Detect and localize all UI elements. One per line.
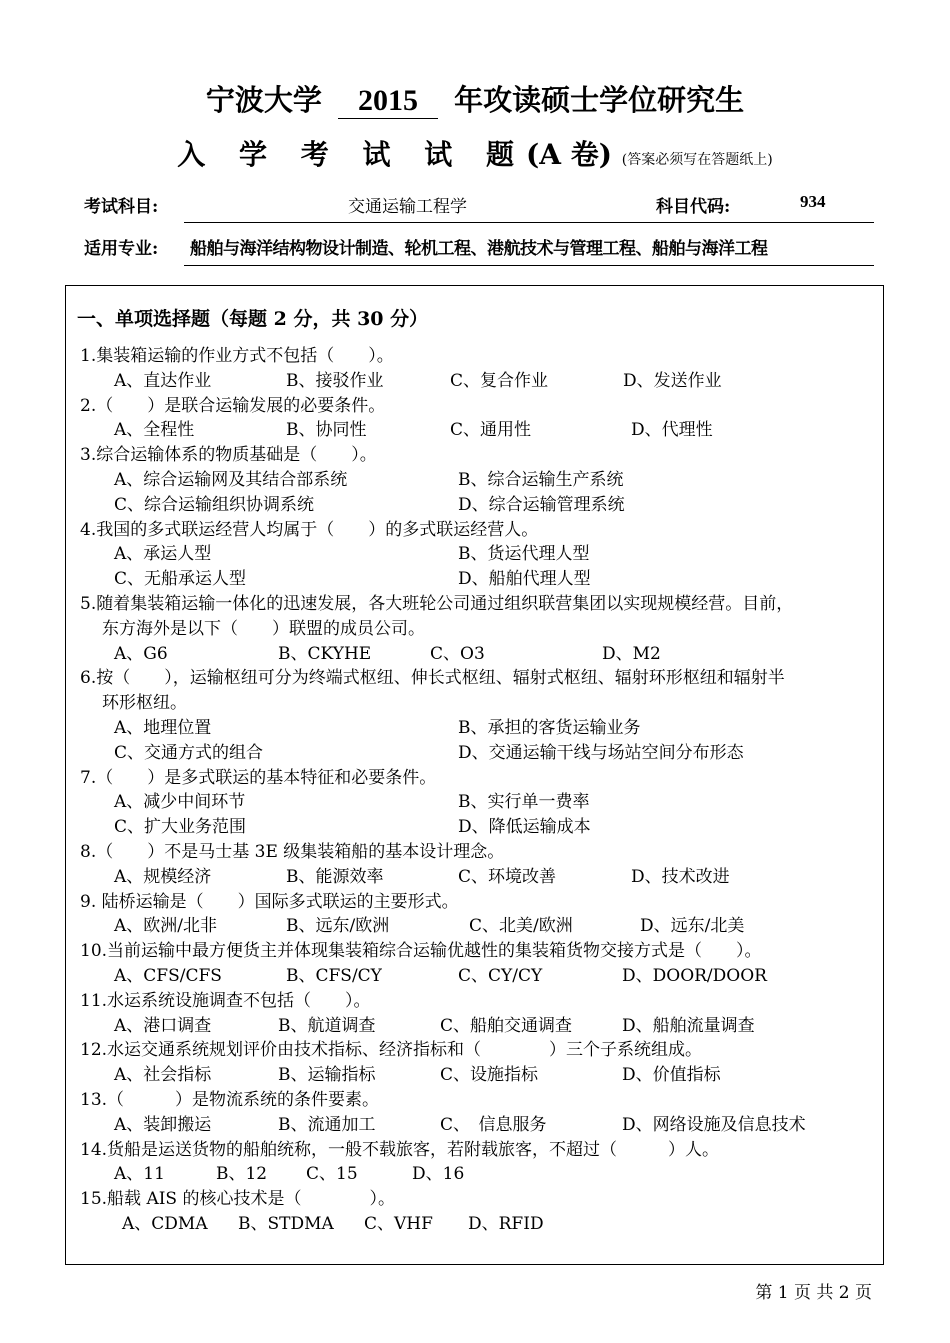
question-9	[80, 890, 880, 940]
question-7	[80, 766, 880, 840]
title-rest: 年攻读硕士学位研究生	[454, 83, 745, 117]
option-c: C、15	[306, 1164, 358, 1185]
option-a: A、CFS/CFS	[114, 965, 222, 986]
option-a: A、G6	[114, 643, 168, 664]
question-12	[80, 1038, 880, 1088]
option-a: A、规模经济	[114, 866, 212, 887]
option-a: A、减少中间环节	[114, 792, 246, 813]
option-d: D、降低运输成本	[458, 817, 591, 838]
option-a: A、装卸搬运	[114, 1114, 212, 1135]
exam-title: 入 学 考 试 试 题	[177, 138, 527, 171]
option-row	[80, 790, 880, 815]
paper-version: (A 卷)	[526, 138, 613, 171]
option-row	[80, 369, 880, 394]
option-c: C、通用性	[450, 420, 532, 441]
option-a: A、社会指标	[114, 1065, 212, 1086]
option-row	[80, 542, 880, 567]
option-c: C、交通方式的组合	[114, 742, 264, 763]
question-5	[80, 592, 880, 666]
question-8	[80, 840, 880, 890]
question-stem: 1.集装箱运输的作业方式不包括（ ）。	[80, 346, 394, 366]
option-row	[80, 468, 880, 493]
question-stem: 9. 陆桥运输是（ ）国际多式联运的主要形式。	[80, 891, 459, 912]
option-b: B、货运代理人型	[458, 544, 590, 565]
option-b: B、运输指标	[278, 1065, 376, 1086]
option-b: B、航道调查	[278, 1015, 376, 1036]
question-14	[80, 1138, 880, 1188]
option-a: A、欧洲/北非	[114, 916, 218, 937]
option-d: D、代理性	[631, 420, 713, 441]
question-stem: 3.综合运输体系的物质基础是（ ）。	[80, 445, 377, 466]
option-d: D、技术改进	[631, 866, 730, 887]
subject-value: 交通运输工程学	[348, 197, 467, 217]
major-underline	[184, 265, 874, 266]
exam-year: 2015	[338, 84, 438, 119]
option-row	[80, 642, 880, 667]
option-d: D、综合运输管理系统	[458, 494, 625, 515]
option-b: B、接驳作业	[286, 370, 384, 391]
option-b: B、CKYHE	[278, 643, 372, 664]
question-stem-continued: 东方海外是以下（ ）联盟的成员公司。	[102, 618, 425, 639]
option-b: B、CFS/CY	[286, 965, 382, 986]
option-b: B、实行单一费率	[458, 792, 590, 813]
option-d: D、发送作业	[623, 370, 722, 391]
question-13	[80, 1088, 880, 1138]
option-d: D、价值指标	[622, 1065, 721, 1086]
option-row	[80, 1113, 880, 1138]
option-c: C、复合作业	[450, 370, 549, 391]
option-c: C、北美/欧洲	[469, 916, 573, 937]
option-a: A、承运人型	[114, 544, 212, 565]
question-1	[80, 344, 880, 394]
question-2	[80, 394, 880, 444]
major-label: 适用专业:	[84, 239, 159, 259]
option-row	[80, 741, 880, 766]
option-a: A、综合运输网及其结合部系统	[114, 469, 348, 490]
question-3	[80, 443, 880, 517]
option-c: C、VHF	[364, 1213, 433, 1234]
question-stem: 4.我国的多式联运经营人均属于（ ）的多式联运经营人。	[80, 519, 539, 540]
question-11	[80, 989, 880, 1039]
option-d: D、16	[412, 1164, 465, 1185]
option-d: D、交通运输干线与场站空间分布形态	[458, 742, 744, 763]
option-row	[80, 567, 880, 592]
code-value: 934	[800, 192, 826, 211]
option-row	[80, 914, 880, 939]
question-stem: 13.（ ）是物流系统的条件要素。	[80, 1089, 380, 1110]
subject-underline	[184, 222, 874, 223]
question-stem-continued: 环形枢纽。	[102, 693, 187, 714]
option-row	[80, 1063, 880, 1088]
question-stem: 6.按（ ），运输枢纽可分为终端式枢纽、伸长式枢纽、辐射式枢纽、辐射环形枢纽和辐射半	[80, 668, 785, 689]
option-d: D、远东/北美	[640, 916, 745, 937]
option-c: C、船舶交通调查	[440, 1015, 573, 1036]
option-b: B、承担的客货运输业务	[458, 717, 641, 738]
university-name: 宁波大学	[205, 83, 322, 117]
option-row	[80, 493, 880, 518]
section-title: 一、单项选择题（每题 2 分，共 30 分）	[77, 308, 429, 330]
option-d: D、船舶代理人型	[458, 569, 591, 590]
option-row	[80, 1014, 880, 1039]
option-b: B、STDMA	[238, 1213, 334, 1234]
option-a: A、港口调查	[114, 1015, 212, 1036]
option-b: B、能源效率	[286, 866, 384, 887]
option-d: D、M2	[602, 643, 661, 664]
page-number: 第 1 页 共 2 页	[755, 1283, 872, 1303]
question-15	[80, 1187, 880, 1237]
question-6	[80, 666, 880, 765]
option-row	[80, 815, 880, 840]
option-a: A、全程性	[114, 420, 195, 441]
option-b: B、流通加工	[278, 1114, 376, 1135]
question-stem: 10.当前运输中最方便货主并体现集装箱综合运输优越性的集装箱货物交接方式是（ ）。	[80, 941, 762, 962]
question-stem: 2.（ ）是联合运输发展的必要条件。	[80, 395, 386, 416]
question-stem: 11.水运系统设施调查不包括（ ）。	[80, 990, 371, 1011]
question-stem: 5.随着集装箱运输一体化的迅速发展，各大班轮公司通过组织联营集团以实现规模经营。目前，	[80, 593, 794, 614]
option-c: C、环境改善	[458, 866, 557, 887]
question-stem: 15.船载 AIS 的核心技术是（ ）。	[80, 1189, 395, 1210]
option-a: A、直达作业	[114, 370, 212, 391]
exam-main-title	[0, 78, 950, 119]
option-b: B、12	[216, 1164, 268, 1185]
option-c: C、CY/CY	[458, 965, 543, 986]
option-a: A、地理位置	[114, 717, 212, 738]
question-10	[80, 939, 880, 989]
question-4	[80, 518, 880, 592]
option-c: C、设施指标	[440, 1065, 539, 1086]
question-stem: 12.水运交通系统规划评价由技术指标、经济指标和（ ）三个子系统组成。	[80, 1040, 703, 1061]
question-list	[80, 344, 880, 1237]
option-row	[80, 1212, 880, 1237]
option-c: C、 信息服务	[440, 1114, 547, 1135]
subject-label: 考试科目:	[84, 197, 159, 217]
option-row	[80, 1162, 880, 1187]
option-row	[80, 418, 880, 443]
exam-subtitle	[0, 133, 950, 173]
option-c: C、O3	[430, 643, 485, 664]
option-d: D、网络设施及信息技术	[622, 1114, 806, 1135]
question-stem: 14.货船是运送货物的船舶统称，一般不载旅客，若附载旅客，不超过（ ）人。	[80, 1139, 720, 1160]
option-d: D、船舶流量调查	[622, 1015, 755, 1036]
option-c: C、扩大业务范围	[114, 817, 247, 838]
option-row	[80, 865, 880, 890]
major-value: 船舶与海洋结构物设计制造、轮机工程、港航技术与管理工程、船舶与海洋工程	[190, 239, 768, 259]
answer-note: (答案必须写在答题纸上)	[621, 152, 773, 168]
option-row	[80, 964, 880, 989]
question-stem: 8.（ ）不是马士基 3E 级集装箱船的基本设计理念。	[80, 841, 505, 862]
option-b: B、综合运输生产系统	[458, 469, 624, 490]
question-stem: 7.（ ）是多式联运的基本特征和必要条件。	[80, 767, 437, 788]
option-c: C、综合运输组织协调系统	[114, 494, 315, 515]
option-b: B、远东/欧洲	[286, 916, 390, 937]
option-a: A、CDMA	[122, 1213, 208, 1234]
option-d: D、RFID	[468, 1213, 544, 1234]
option-a: A、11	[114, 1164, 165, 1185]
option-b: B、协同性	[286, 420, 367, 441]
option-c: C、无船承运人型	[114, 569, 247, 590]
code-label: 科目代码:	[656, 197, 731, 217]
option-row	[80, 716, 880, 741]
option-d: D、DOOR/DOOR	[622, 965, 767, 986]
